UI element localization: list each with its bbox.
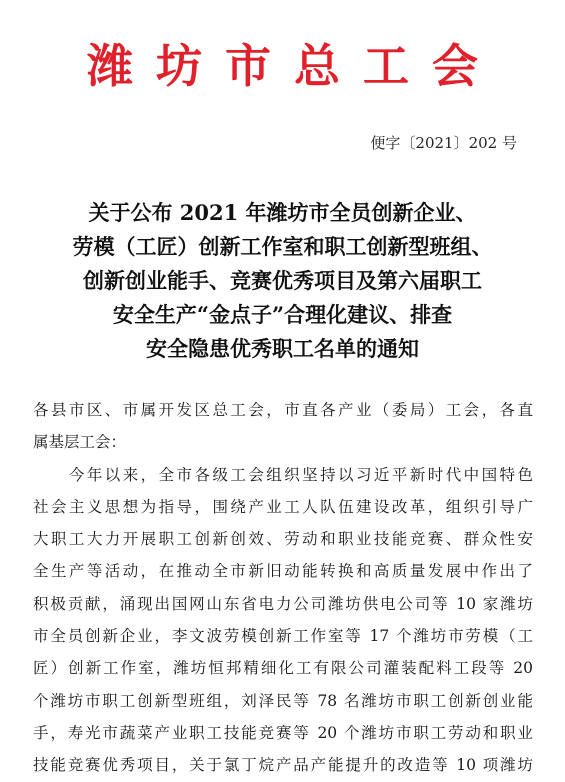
title-line: 创新创业能手、竞赛优秀项目及第六届职工 [83, 268, 482, 293]
document-title [20, 196, 545, 366]
title-line: 劳模（工匠）创新工作室和职工创新型班组、 [72, 234, 493, 259]
body-line: 积极贡献，涌现出国网山东省电力公司潍坊供电公司等 10 家潍坊 [33, 594, 533, 613]
body-line: 匠）创新工作室，潍坊恒邦精细化工有限公司灌装配料工段等 20 [33, 659, 533, 678]
body-line: 属基层工会： [33, 433, 127, 452]
body-line: 今年以来，全市各级工会组织坚持以习近平新时代中国特色 [33, 465, 533, 484]
title-line: 安全隐患优秀职工名单的通知 [146, 336, 419, 361]
document-body [33, 394, 533, 782]
org-header: 潍坊市总工会 [87, 39, 501, 93]
body-line: 个潍坊市职工创新型班组，刘泽民等 78 名潍坊市职工创新创业能 [33, 691, 533, 710]
title-line: 安全生产“金点子”合理化建议、排查 [112, 302, 453, 327]
body-line: 大职工大力开展职工创新创效、劳动和职业技能竞赛、群众性安 [33, 530, 533, 549]
body-line: 手，寿光市蔬菜产业职工技能竞赛等 20 个潍坊市职工劳动和职业 [33, 723, 533, 742]
body-line: 全生产等活动，在推动全市新旧动能转换和高质量发展中作出了 [33, 562, 533, 581]
body-line: 各县市区、市属开发区总工会，市直各产业（委局）工会，各直 [33, 401, 533, 419]
title-line: 关于公布 2021 年潍坊市全员创新企业、 [88, 200, 477, 225]
body-line: 技能竞赛优秀项目，关于氯丁烷产品产能提升的改造等 10 项潍坊 [33, 756, 533, 775]
body-line: 社会主义思想为指导，围绕产业工人队伍建设改革，组织引导广 [33, 497, 533, 516]
body-line: 市全员创新企业，李文波劳模创新工作室等 17 个潍坊市劳模（工 [33, 627, 533, 646]
document-number: 便字〔2021〕202 号 [370, 134, 517, 152]
